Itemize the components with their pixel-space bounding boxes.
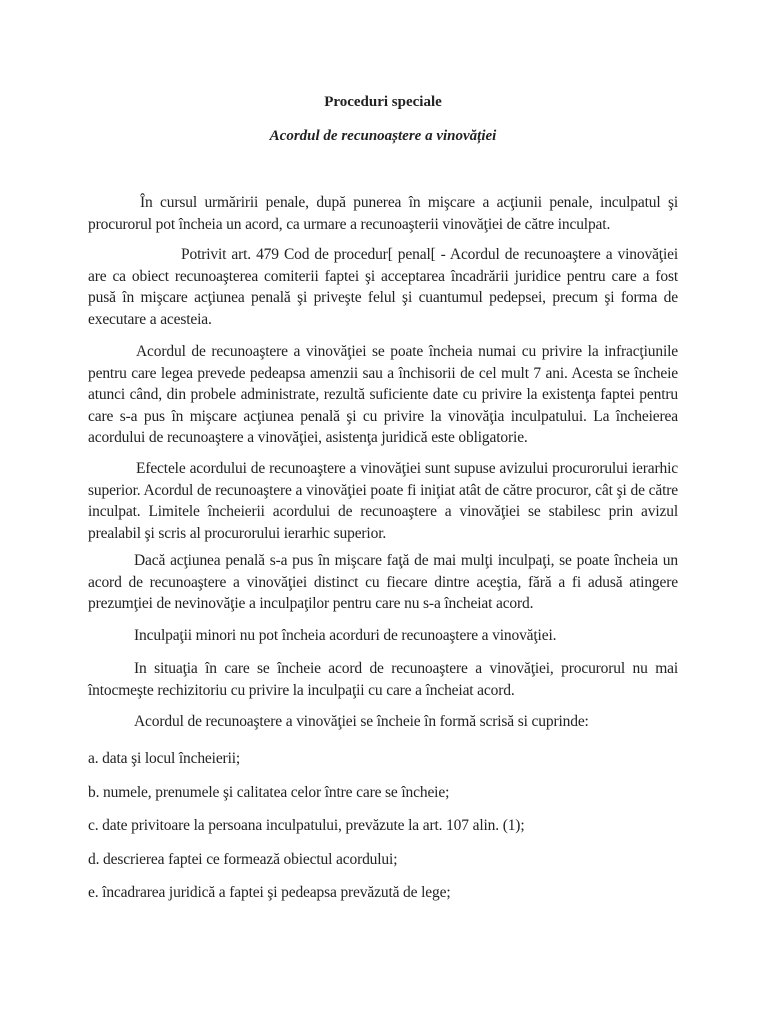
list-item: e. încadrarea juridică a faptei şi pedeapsa prevăzută de lege; xyxy=(88,884,451,901)
list-item: b. numele, prenumele şi calitatea celor între care se încheie; xyxy=(88,784,450,801)
document-subtitle: Acordul de recunoaștere a vinovăției xyxy=(269,128,497,144)
paragraph-4: Efectele acordului de recunoaştere a vinovăţiei sunt supuse avizului procurorului ierarhic superior. Acordul de recunoaştere a vinovăţiei poate fi iniţiat atât de către procuror, cât şi de către inculpat. Limitele încheierii acordului de recunoaştere a vinovăţiei se stabilesc prin avizul prealabil şi scris al procurorului ierarhic superior. xyxy=(88,460,678,542)
paragraph-8: Acordul de recunoaştere a vinovăţiei se încheie în formă scrisă si cuprinde: xyxy=(134,713,589,730)
paragraph-1: În cursul urmăririi penale, după punerea în mişcare a acţiunii penale, inculpatul şi procurorul pot încheia un acord, ca urmare a recunoaşterii vinovăţiei de către inculpat. xyxy=(88,194,678,233)
list-item: c. date privitoare la persoana inculpatului, prevăzute la art. 107 alin. (1); xyxy=(88,817,525,834)
paragraph-6: Inculpaţii minori nu pot încheia acorduri de recunoaştere a vinovăţiei. xyxy=(134,627,557,644)
paragraph-5: Dacă acţiunea penală s-a pus în mişcare faţă de mai mulţi inculpaţi, se poate încheia un acord de recunoaştere a vinovăţiei distinct cu fiecare dintre aceştia, fără a fi adusă atingere prezumţiei de nevinovăţie a inculpaţilor pentru care nu s-a încheiat acord. xyxy=(88,552,678,612)
document-page xyxy=(88,0,678,1024)
paragraph-3: Acordul de recunoaştere a vinovăţiei se poate încheia numai cu privire la infracţiunile pentru care legea prevede pedeapsa amenzii sau a închisorii de cel mult 7 ani. Acesta se încheie atunci când, din probele administrate, rezultă suficiente date cu privire la existenţa faptei pentru care s-a pus în mişcare acţiunea penală şi cu privire la vinovăţia inculpatului. La încheierea acordului de recunoaştere a vinovăţiei, asistenţa juridică este obligatorie. xyxy=(88,343,678,446)
list-item: a. data şi locul încheierii; xyxy=(88,750,241,767)
document-title: Proceduri speciale xyxy=(324,94,442,110)
list-item: d. descrierea faptei ce formează obiectul acordului; xyxy=(88,851,398,868)
paragraph-7: In situaţia în care se încheie acord de recunoaştere a vinovăţiei, procurorul nu mai întocmeşte rechizitoriu cu privire la inculpaţii cu care a încheiat acord. xyxy=(88,660,678,699)
paragraph-2: Potrivit art. 479 Cod de procedur[ penal[ - Acordul de recunoaştere a vinovăţiei are ca obiect recunoaşterea comiterii faptei şi acceptarea încadrării juridice pentru care a fost pusă în mişcare acţiunea penală şi priveşte felul şi cuantumul pedepsei, precum şi forma de executare a acesteia. xyxy=(88,246,678,328)
